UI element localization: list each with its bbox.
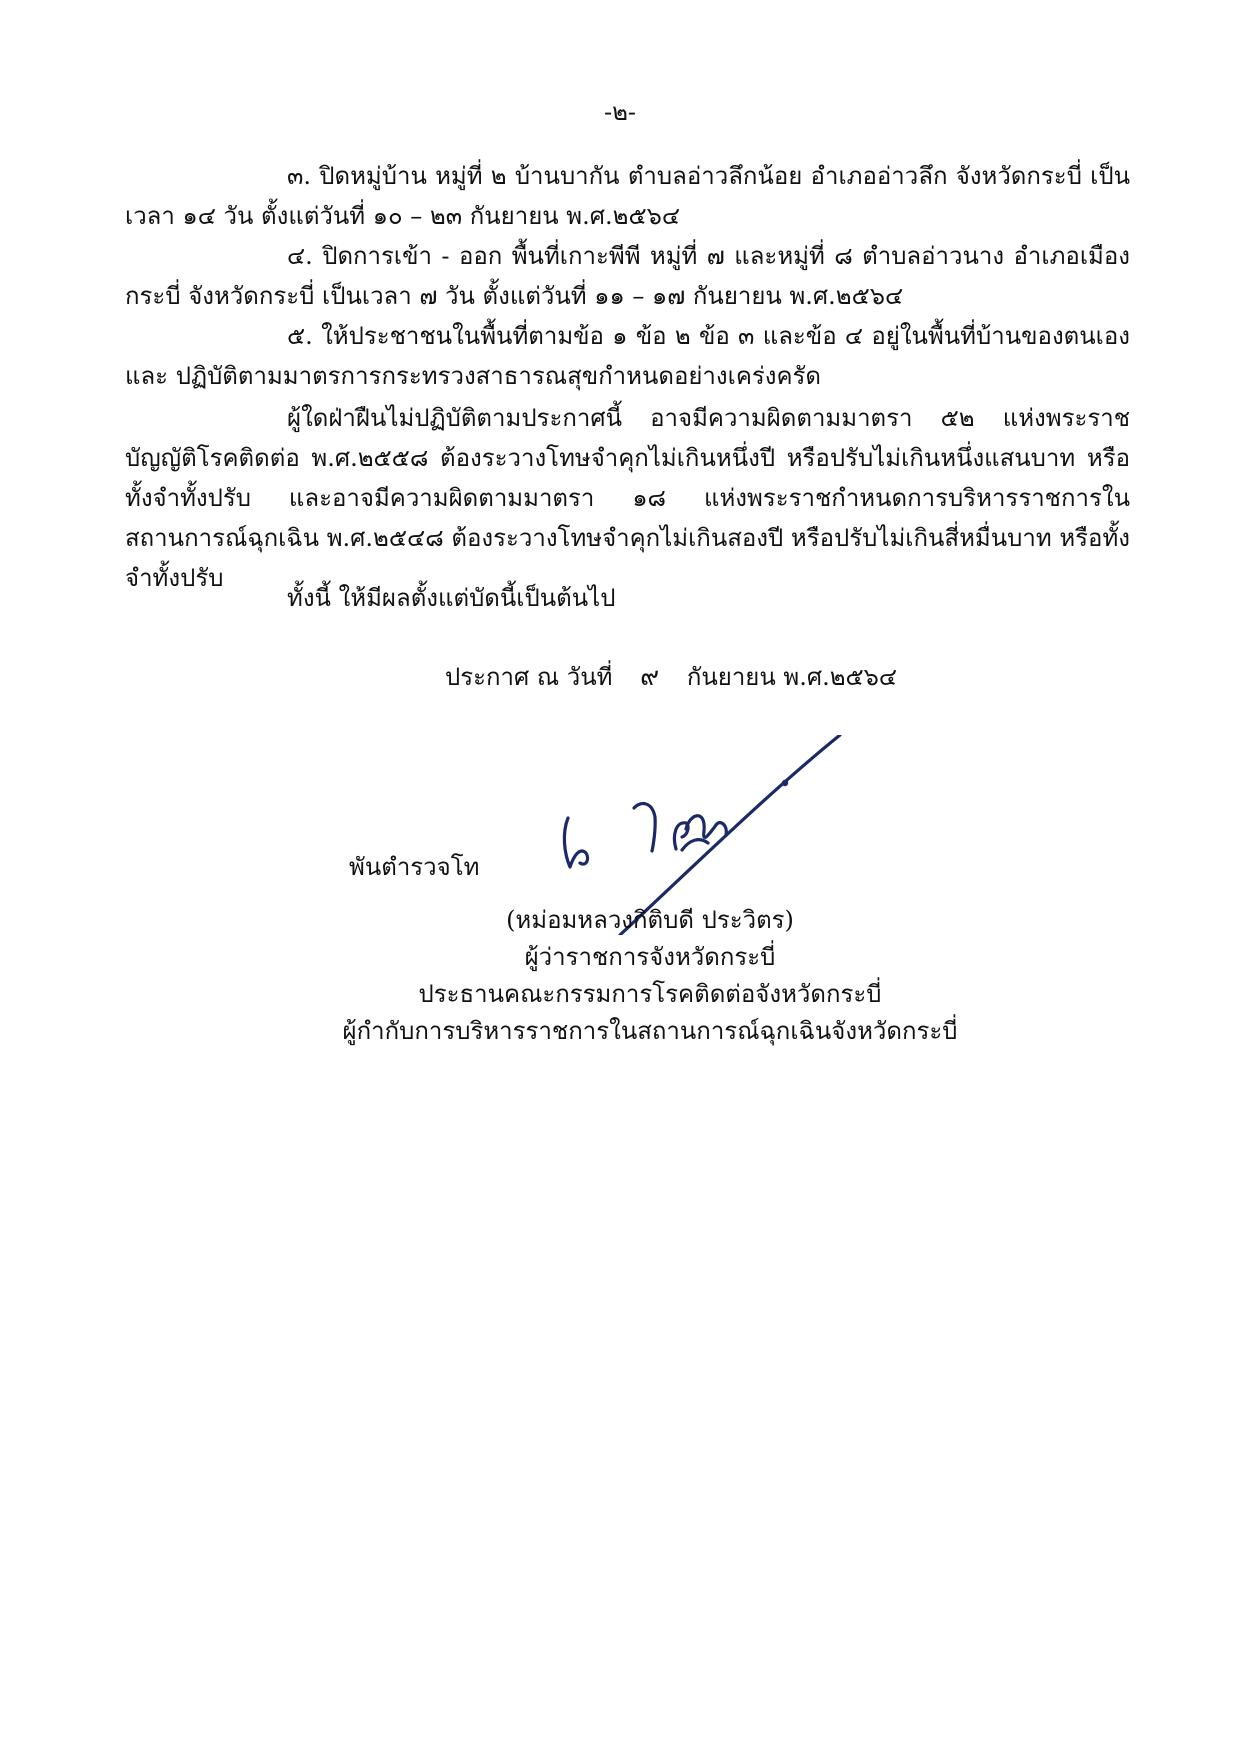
measure-item-4-line2: จังหวัดกระบี่ เป็นเวลา ๗ วัน ตั้งแต่วันที่ ๑๑ – ๑๗ กันยายน พ.ศ.๒๕๖๔ xyxy=(188,282,904,310)
measure-item-4 xyxy=(125,236,1130,316)
measure-item-3-line1: ๓. ปิดหมู่บ้าน หมู่ที่ ๒ บ้านบากัน ตำบลอ่าวลึกน้อย อำเภออ่าวลึก จังหวัดกระบี่ เป็นเวลา ๑๔ วัน xyxy=(125,162,1130,230)
measure-item-4-line1: ๔. ปิดการเข้า - ออก พื้นที่เกาะพีพี หมู่ที่ ๗ และหมู่ที่ ๘ ตำบลอ่าวนาง อำเภอเมืองกระบี่ xyxy=(125,242,1130,310)
signer-title-committee-chair: ประธานคณะกรรมการโรคติดต่อจังหวัดกระบี่ xyxy=(418,980,882,1008)
measure-item-3 xyxy=(125,156,1130,236)
signer-title-governor: ผู้ว่าราชการจังหวัดกระบี่ xyxy=(524,943,776,971)
signer-name: (หม่อมหลวงกิติบดี ประวิตร) xyxy=(506,906,794,934)
signer-title-emergency-supervisor: ผู้กำกับการบริหารราชการในสถานการณ์ฉุกเฉินจังหวัดกระบี่ xyxy=(342,1017,958,1045)
measure-item-5-line2: ปฏิบัติตามมาตรการกระทรวงสาธารณสุขกำหนดอย่างเคร่งครัด xyxy=(175,362,822,390)
measure-item-5-line1: ๕. ให้ประชาชนในพื้นที่ตามข้อ ๑ ข้อ ๒ ข้อ ๓ และข้อ ๔ อยู่ในพื้นที่บ้านของตนเอง และ xyxy=(125,322,1130,390)
announcement-month-year: กันยายน พ.ศ.๒๕๖๔ xyxy=(686,663,898,691)
measures-list xyxy=(125,156,1130,396)
effective-section xyxy=(125,578,1130,618)
penalty-section xyxy=(125,398,1130,598)
announcement-date xyxy=(445,656,897,697)
penalty-paragraph: ผู้ใดฝ่าฝืนไม่ปฏิบัติตามประกาศนี้ อาจมีความผิดตามมาตรา ๕๒ แห่งพระราชบัญญัติโรคติดต่อ พ.ศ.๒๕๕๘ ต้องระวางโทษจำคุกไม่เกินหนึ่งปี หรือปรับไม่เกินหนึ่งแสนบาท หรือทั้งจำทั้งปรับ และอาจมีความผิดตามมาตรา ๑๘ แห่งพระราชกำหนดการบริหารราชการในสถานการณ์ฉุกเฉิน พ.ศ.๒๕๔๘ ต้องระวางโทษจำคุกไม่เกินสองปี หรือปรับไม่เกินสี่หมื่นบาท หรือทั้งจำทั้งปรับ xyxy=(125,404,1130,592)
measure-item-3-line2: ตั้งแต่วันที่ ๑๐ – ๒๓ กันยายน พ.ศ.๒๕๖๔ xyxy=(261,202,681,230)
measure-item-5 xyxy=(125,316,1130,396)
effective-statement: ทั้งนี้ ให้มีผลตั้งแต่บัดนี้เป็นต้นไป xyxy=(287,584,616,612)
announcement-day-handwritten: ๙ xyxy=(640,662,660,692)
page-number: -๒- xyxy=(603,98,637,126)
signer-block xyxy=(300,902,1000,1050)
signer-rank: พันตำรวจโท xyxy=(349,853,480,881)
announcement-date-prefix: ประกาศ ณ วันที่ xyxy=(445,663,613,691)
